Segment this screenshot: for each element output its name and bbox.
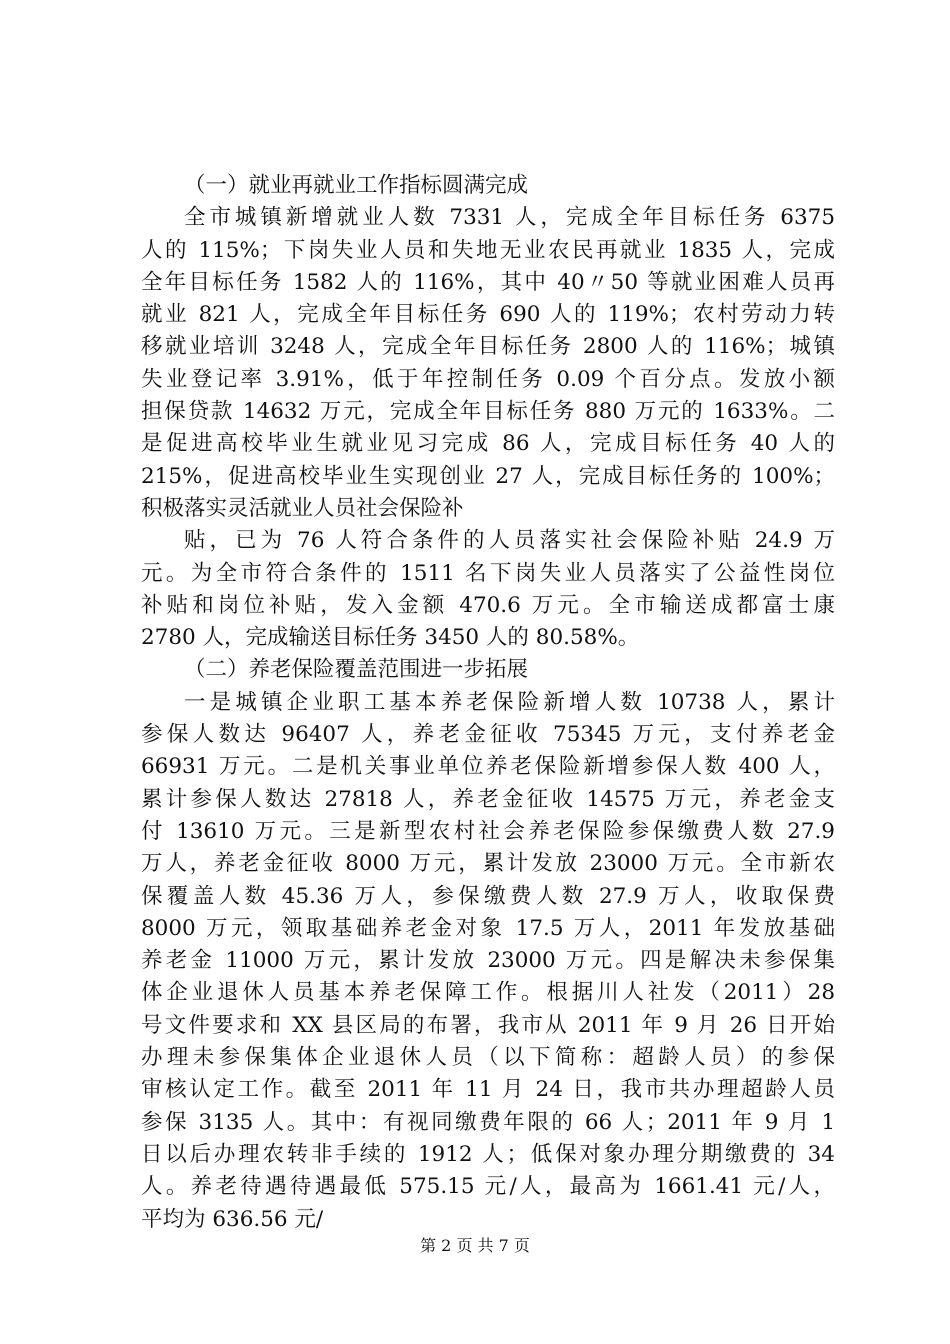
- page-footer: 第 2 页 共 7 页: [420, 1236, 530, 1255]
- paragraph-line: 累计参保人数达 27818 人，养老金征收 14575 万元，养老金支: [141, 786, 835, 812]
- paragraph-line: 人。养老待遇待遇最低 575.15 元/人，最高为 1661.41 元/人，: [141, 1174, 835, 1200]
- paragraph-line: 审核认定工作。截至 2011 年 11 月 24 日，我市共办理超龄人员: [141, 1077, 835, 1103]
- paragraph-line: 担保贷款 14632 万元，完成全年目标任务 880 万元的 1633%。二: [141, 399, 835, 425]
- paragraph-line: 215%，促进高校毕业生实现创业 27 人，完成目标任务的 100%；: [141, 463, 835, 489]
- paragraph-line: 平均为 636.56 元/: [141, 1206, 324, 1232]
- paragraph-line: 参保人数达 96407 人，养老金征收 75345 万元，支付养老金: [141, 722, 835, 748]
- paragraph-line: 2780 人，完成输送目标任务 3450 人的 80.58%。: [141, 625, 640, 651]
- section-heading: （一）就业再就业工作指标圆满完成: [184, 173, 529, 198]
- paragraph-line: 养老金 11000 万元，累计发放 23000 万元。四是解决未参保集: [141, 948, 835, 974]
- paragraph-line: 万人，养老金征收 8000 万元，累计发放 23000 万元。全市新农: [141, 851, 835, 877]
- paragraph-line: 一是城镇企业职工基本养老保险新增人数 10738 人，累计: [184, 689, 835, 715]
- paragraph-line: 66931 万元。二是机关事业单位养老保险新增参保人数 400 人，: [141, 754, 835, 780]
- paragraph-line: 就业 821 人，完成全年目标任务 690 人的 119%；农村劳动力转: [141, 302, 835, 328]
- paragraph-line: 贴，已为 76 人符合条件的人员落实社会保险补贴 24.9 万: [184, 528, 835, 554]
- paragraph-line: 全年目标任务 1582 人的 116%，其中 40〃50 等就业困难人员再: [141, 269, 835, 295]
- paragraph-line: 体企业退休人员基本养老保障工作。根据川人社发（2011）28: [141, 980, 835, 1006]
- paragraph-line: 日以后办理农转非手续的 1912 人；低保对象办理分期缴费的 34: [141, 1141, 835, 1167]
- paragraph-line: 元。为全市符合条件的 1511 名下岗失业人员落实了公益性岗位: [141, 560, 835, 586]
- paragraph-line: 付 13610 万元。三是新型农村社会养老保险参保缴费人数 27.9: [141, 818, 835, 844]
- paragraph-line: 补贴和岗位补贴，发入金额 470.6 万元。全市输送成都富士康: [141, 592, 835, 618]
- paragraph-line: 保覆盖人数 45.36 万人，参保缴费人数 27.9 万人，收取保费: [141, 883, 835, 909]
- paragraph-line: 参保 3135 人。其中：有视同缴费年限的 66 人；2011 年 9 月 1: [141, 1109, 835, 1135]
- paragraph-line: 移就业培训 3248 人，完成全年目标任务 2800 人的 116%；城镇: [141, 334, 835, 360]
- paragraph-line: 号文件要求和 XX 县区局的布署，我市从 2011 年 9 月 26 日开始: [141, 1012, 835, 1038]
- paragraph-line: 8000 万元，领取基础养老金对象 17.5 万人，2011 年发放基础: [141, 915, 835, 941]
- paragraph-line: 办理未参保集体企业退休人员（以下简称：超龄人员）的参保: [141, 1045, 835, 1071]
- section-heading: （二）养老保险覆盖范围进一步拓展: [184, 657, 529, 683]
- paragraph-line: 人的 115%；下岗失业人员和失地无业农民再就业 1835 人，完成: [141, 237, 835, 263]
- paragraph-line: 是促进高校毕业生就业见习完成 86 人，完成目标任务 40 人的: [141, 431, 835, 457]
- paragraph-line: 积极落实灵活就业人员社会保险补: [141, 495, 464, 521]
- paragraph-line: 全市城镇新增就业人数 7331 人，完成全年目标任务 6375: [184, 205, 835, 231]
- paragraph-line: 失业登记率 3.91%，低于年控制任务 0.09 个百分点。发放小额: [141, 366, 835, 392]
- document-body: [141, 170, 835, 1236]
